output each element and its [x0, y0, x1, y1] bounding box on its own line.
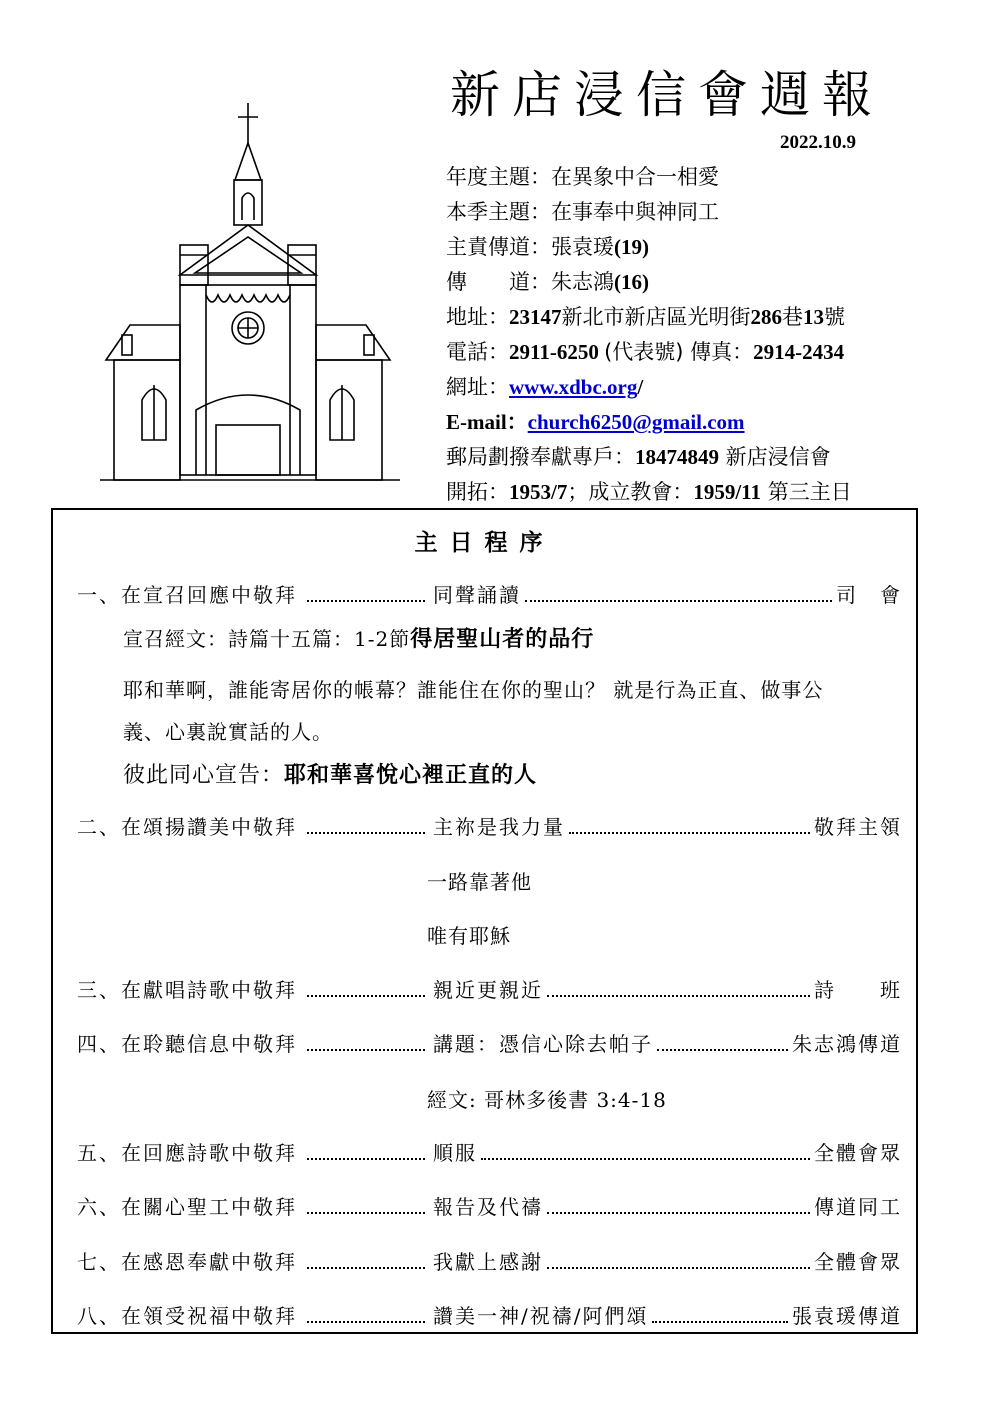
church-illustration — [100, 95, 400, 495]
program-row: 二、在頌揚讚美中敬拜 主祢是我力量 敬拜主領 — [77, 814, 902, 839]
lead-pastor: 主責傳道：張袁瑗(19) — [446, 235, 649, 259]
declaration: 彼此同心宣告：耶和華喜悅心裡正直的人 — [123, 762, 538, 788]
program-row: 八、在領受祝福中敬拜 讚美一神/祝禱/阿們頌 張袁瑗傳道 — [77, 1303, 902, 1328]
phone: 電話：2911-6250 (代表號) 傳真：2914-2434 — [446, 340, 845, 364]
postal-account: 郵局劃撥奉獻專戶：18474849 新店浸信會 — [446, 445, 831, 469]
program-box — [51, 508, 918, 1334]
call-text-line1: 耶和華啊，誰能寄居你的帳幕？誰能住在你的聖山？ 就是行為正直、做事公 — [123, 678, 824, 702]
season-theme: 本季主題：在事奉中與神同工 — [446, 200, 719, 224]
call-text-line2: 義、心裏說實話的人。 — [123, 720, 333, 744]
program-row: 一、在宣召回應中敬拜 同聲誦讀 司 會 — [77, 582, 902, 607]
call-scripture: 宣召經文：詩篇十五篇：1-2節得居聖山者的品行 — [123, 626, 595, 652]
website: 網址：www.xdbc.org/ — [446, 375, 644, 399]
program-row: 四、在聆聽信息中敬拜 講題：憑信心除去帕子 朱志鴻傳道 — [77, 1031, 902, 1056]
website-link[interactable]: www.xdbc.org — [509, 375, 638, 399]
scripture: 經文: 哥林多後書 3:4-18 — [427, 1088, 667, 1112]
email: E-mail：church6250@gmail.com — [446, 410, 745, 434]
bulletin-title: 新店浸信會週報 — [450, 66, 884, 124]
song-3: 唯有耶穌 — [427, 924, 511, 948]
address: 地址：23147新北市新店區光明街286巷13號 — [446, 305, 845, 329]
program-row: 七、在感恩奉獻中敬拜 我獻上感謝 全體會眾 — [77, 1249, 902, 1274]
church-info — [446, 160, 906, 510]
program-title: 主日程序 — [414, 529, 555, 556]
program-row: 五、在回應詩歌中敬拜 順服 全體會眾 — [77, 1140, 902, 1165]
annual-theme: 年度主題：在異象中合一相愛 — [446, 165, 719, 189]
program-row: 三、在獻唱詩歌中敬拜 親近更親近 詩 班 — [77, 977, 902, 1002]
email-link[interactable]: church6250@gmail.com — [527, 410, 745, 434]
founding: 開拓：1953/7；成立教會：1959/11 第三主日 — [446, 480, 852, 504]
pastor: 傳 道：朱志鴻(16) — [446, 270, 649, 294]
program-row: 六、在關心聖工中敬拜 報告及代禱 傳道同工 — [77, 1194, 902, 1219]
song-2: 一路靠著他 — [427, 870, 532, 894]
bulletin-date: 2022.10.9 — [780, 132, 856, 153]
